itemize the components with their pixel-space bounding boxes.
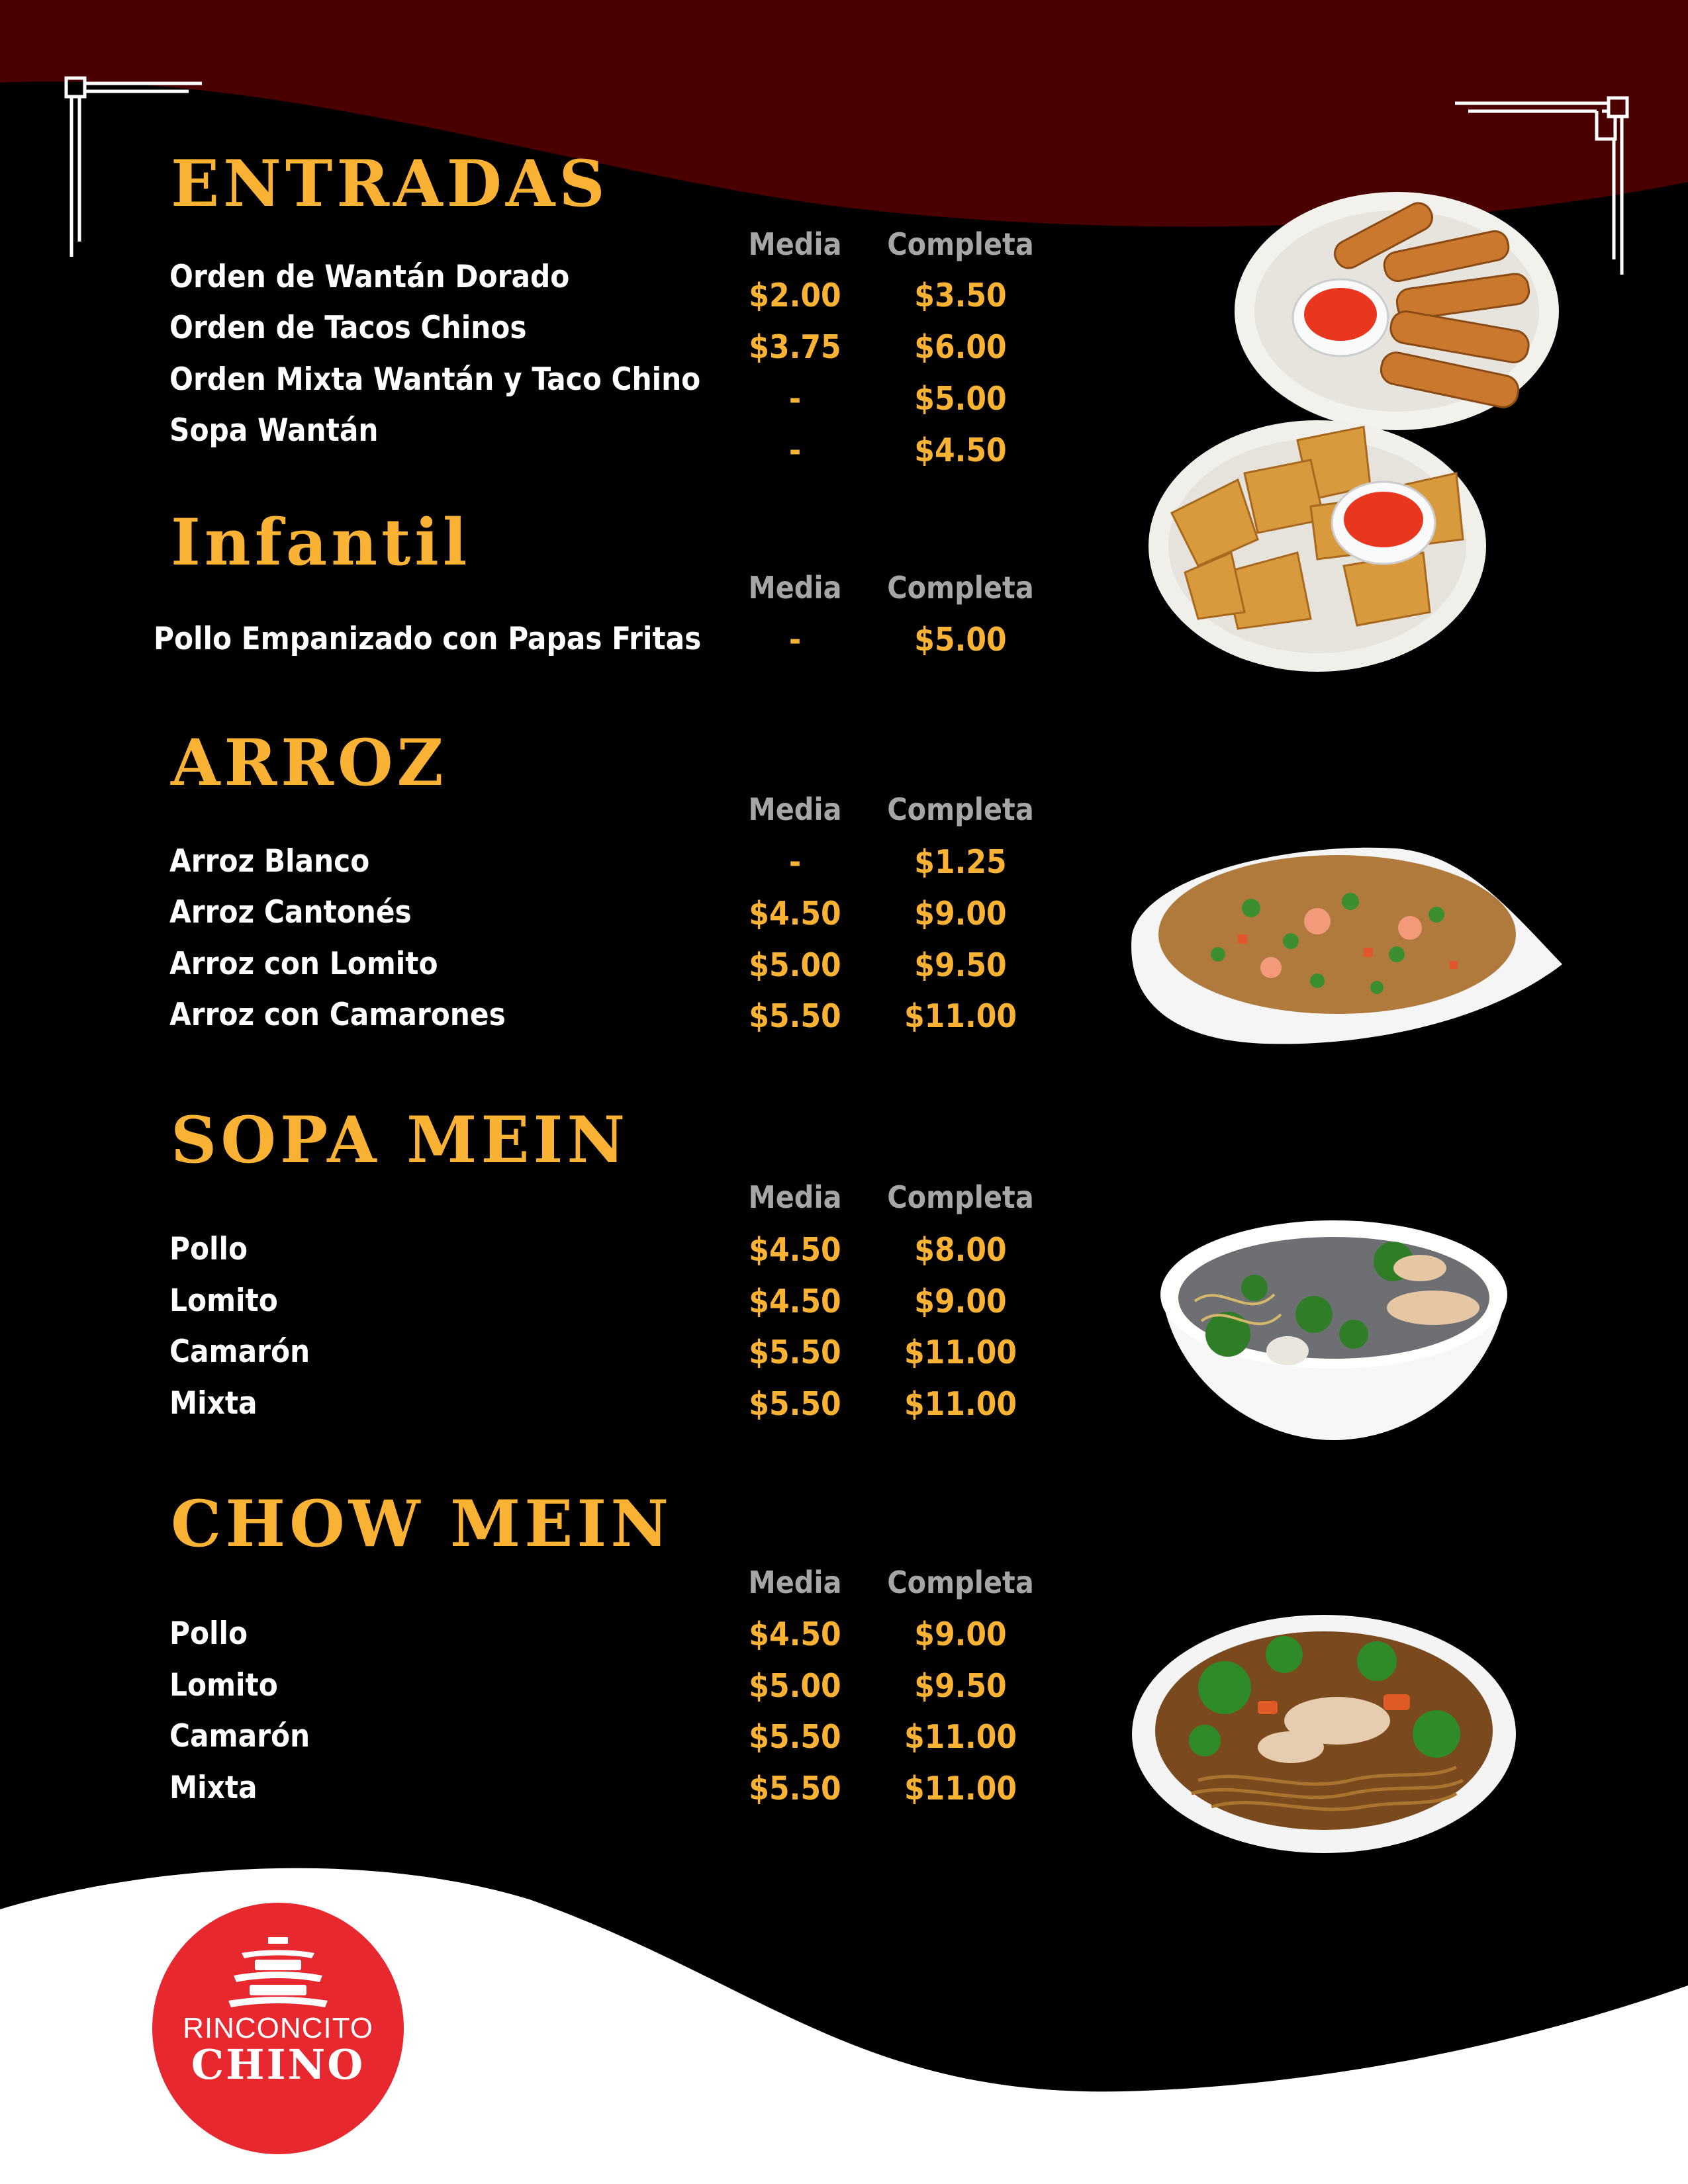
logo-text-top: RINCONCITO [183,2012,373,2044]
pagoda-icon [228,1934,328,2013]
price-full: $4.50 [914,432,1007,469]
menu-item-name: Arroz con Camarones [169,997,506,1033]
price-half: $3.75 [749,328,841,366]
menu-item-name: Pollo Empanizado con Papas Fritas [154,621,702,657]
col-head-media: Media [748,1565,842,1600]
section-title-infantil: Infantil [171,505,471,580]
price-half: $4.50 [749,895,841,933]
price-full: $11.00 [904,1718,1017,1756]
menu-item-name: Sopa Wantán [169,412,379,449]
price-full: $11.00 [904,1770,1017,1807]
price-full: $11.00 [904,1334,1017,1371]
menu-item-name: Pollo [169,1231,248,1267]
menu-item-name: Pollo [169,1615,248,1652]
spring-rolls-plate [1231,189,1562,433]
price-full: $9.50 [914,1667,1007,1705]
price-half: - [788,432,802,469]
logo-text-bottom: CHINO [191,2040,365,2089]
price-half: - [788,380,802,418]
price-half: $5.00 [749,1667,841,1705]
fried-rice-plate [1119,835,1569,1054]
menu-item-name: Mixta [169,1385,258,1422]
price-half: $4.50 [749,1283,841,1320]
col-head-completa: Completa [887,1565,1034,1600]
price-half: $4.50 [749,1231,841,1269]
section-title-arroz: ARROZ [171,725,447,800]
menu-item-name: Camarón [169,1718,310,1754]
price-half: $4.50 [749,1615,841,1653]
price-full: $11.00 [904,997,1017,1035]
menu-item-name: Arroz Cantonés [169,894,412,931]
menu-item-name: Lomito [169,1667,278,1704]
price-full: $9.00 [914,895,1007,933]
chow-mein-bowl [1125,1582,1523,1860]
col-head-completa: Completa [887,1179,1034,1215]
col-head-completa: Completa [887,226,1034,262]
price-full: $5.00 [914,380,1007,418]
price-full: $9.50 [914,946,1007,984]
sopa-mein-bowl [1155,1208,1513,1447]
price-full: $1.25 [914,843,1007,881]
price-half: - [788,621,802,659]
col-head-completa: Completa [887,792,1034,827]
menu-item-name: Arroz con Lomito [169,946,438,982]
section-title-chow-mein: CHOW MEIN [171,1486,673,1561]
price-half: $2.00 [749,277,841,314]
price-full: $11.00 [904,1385,1017,1423]
price-full: $9.00 [914,1615,1007,1653]
fried-wonton-plate [1145,400,1489,678]
col-head-media: Media [748,226,842,262]
menu-item-name: Lomito [169,1283,278,1319]
col-head-media: Media [748,792,842,827]
price-half: $5.50 [749,997,841,1035]
price-half: $5.50 [749,1770,841,1807]
col-head-completa: Completa [887,570,1034,606]
price-full: $5.00 [914,621,1007,659]
price-full: $9.00 [914,1283,1007,1320]
section-title-sopa-mein: SOPA MEIN [171,1103,630,1177]
menu-item-name: Orden de Tacos Chinos [169,310,527,346]
menu-item-name: Orden Mixta Wantán y Taco Chino [169,361,701,398]
menu-item-name: Orden de Wantán Dorado [169,259,570,295]
price-half: $5.50 [749,1334,841,1371]
menu-item-name: Mixta [169,1770,258,1806]
restaurant-logo [152,1903,404,2154]
price-half: $5.50 [749,1718,841,1756]
price-half: $5.50 [749,1385,841,1423]
menu-item-name: Camarón [169,1334,310,1370]
price-half: $5.00 [749,946,841,984]
price-half: - [788,843,802,881]
price-full: $3.50 [914,277,1007,314]
section-title-entradas: ENTRADAS [171,146,609,221]
menu-item-name: Arroz Blanco [169,843,370,880]
price-full: $6.00 [914,328,1007,366]
col-head-media: Media [748,1179,842,1215]
price-full: $8.00 [914,1231,1007,1269]
col-head-media: Media [748,570,842,606]
